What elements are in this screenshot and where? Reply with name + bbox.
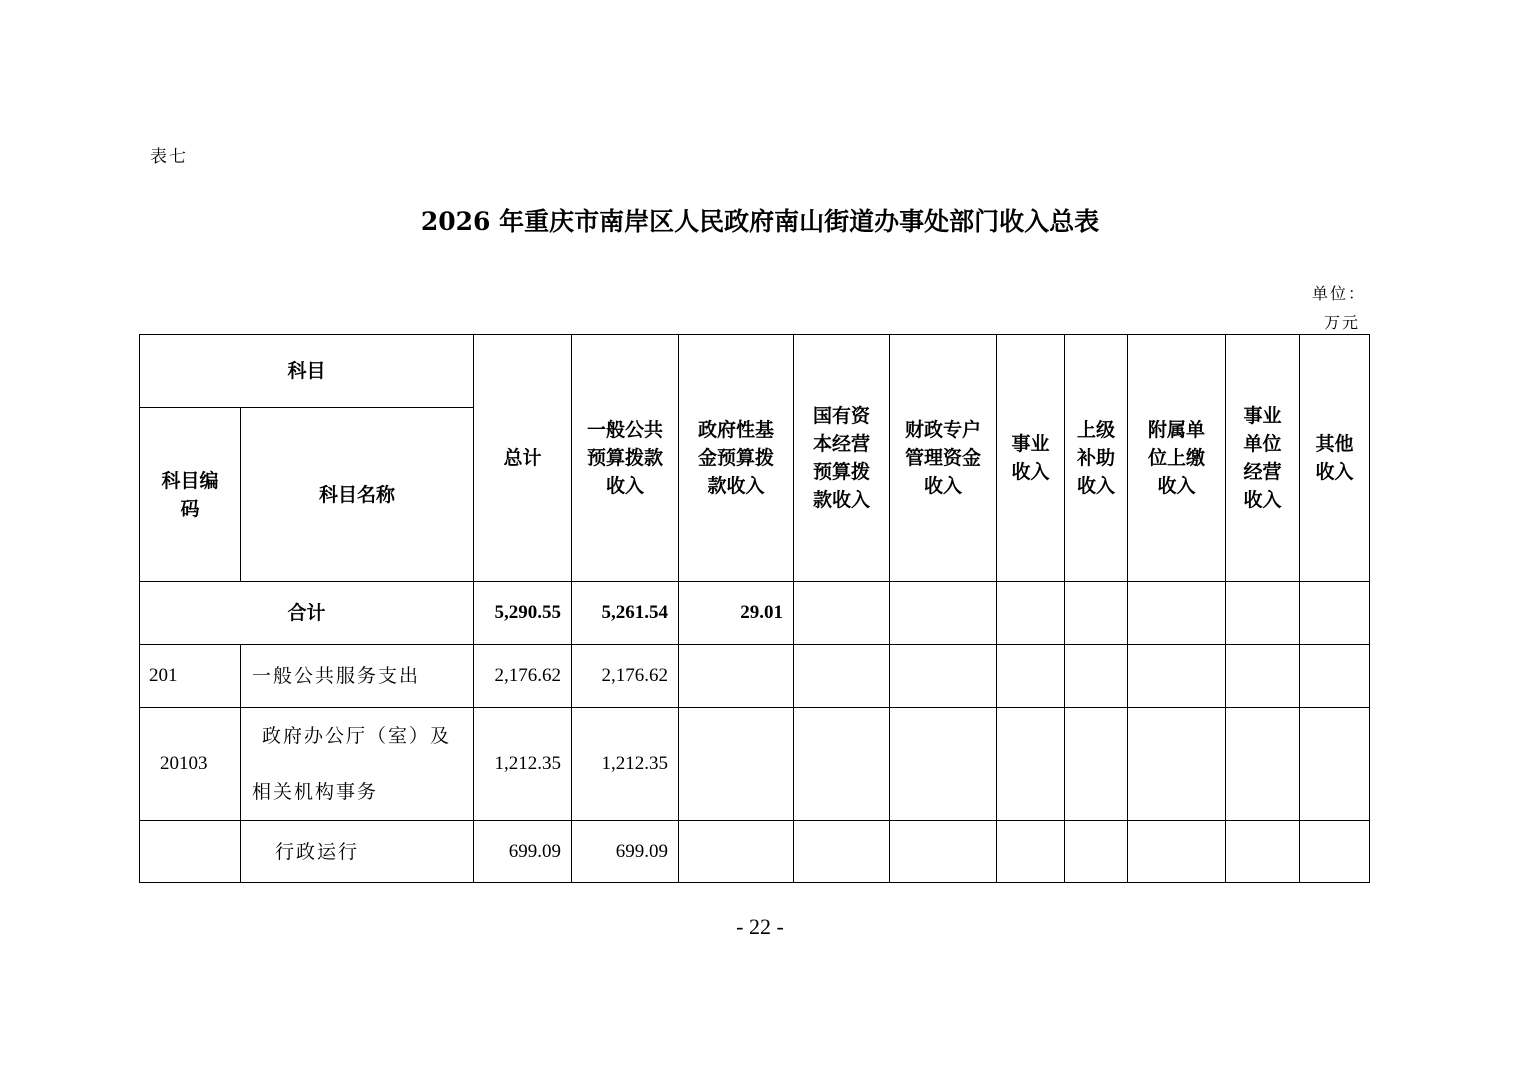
table-row: [140, 708, 1370, 821]
col-header-superior-subsidy: 上级 补助 收入: [1065, 335, 1128, 582]
row-code: 201: [140, 645, 241, 708]
row-name-line1: 政府办公厅（室）及: [262, 725, 452, 747]
col-header-state-capital: 国有资 本经营 预算拨 款收入: [794, 335, 890, 582]
empty-cell: [890, 821, 997, 883]
empty-cell: [1128, 708, 1226, 821]
row-name-line2: 相关机构事务: [252, 781, 379, 803]
empty-cell: [997, 645, 1065, 708]
total-row: [140, 582, 1370, 645]
total-cell-gov-fund: 29.01: [679, 582, 794, 645]
row-general-budget: 2,176.62: [572, 645, 679, 708]
empty-cell: [1300, 645, 1370, 708]
empty-cell: [794, 708, 890, 821]
page-number: - 22 -: [736, 914, 784, 939]
empty-cell: [1065, 582, 1128, 645]
col-header-operating-income: 事业 单位 经营 收入: [1226, 335, 1300, 582]
row-name: 行政运行: [241, 821, 474, 883]
total-cell-total: 5,290.55: [474, 582, 572, 645]
empty-cell: [1226, 821, 1300, 883]
empty-cell: [1128, 582, 1226, 645]
row-total: 2,176.62: [474, 645, 572, 708]
empty-cell: [890, 645, 997, 708]
row-name: [241, 708, 474, 821]
empty-cell: [794, 645, 890, 708]
col-header-code: 科目编 码: [140, 408, 241, 582]
row-code: 20103: [140, 708, 241, 821]
col-header-business-income: 事业 收入: [997, 335, 1065, 582]
table-header-row: [140, 335, 1370, 408]
empty-cell: [679, 821, 794, 883]
empty-cell: [1128, 821, 1226, 883]
empty-cell: [997, 582, 1065, 645]
empty-cell: [1226, 708, 1300, 821]
empty-cell: [1300, 821, 1370, 883]
table-row: [140, 645, 1370, 708]
table-label: 表七: [150, 147, 188, 167]
empty-cell: [1065, 645, 1128, 708]
row-total: 1,212.35: [474, 708, 572, 821]
col-header-other-income: 其他 收入: [1300, 335, 1370, 582]
col-header-general-budget: 一般公共 预算拨款 收入: [572, 335, 679, 582]
empty-cell: [997, 708, 1065, 821]
empty-cell: [1128, 645, 1226, 708]
unit-value: 万元: [1324, 313, 1361, 332]
unit-label: 单位：: [1312, 284, 1367, 303]
total-cell-general-budget: 5,261.54: [572, 582, 679, 645]
empty-cell: [890, 582, 997, 645]
empty-cell: [1226, 645, 1300, 708]
group-header: 科目: [140, 335, 474, 408]
income-table: [139, 334, 1370, 883]
empty-cell: [794, 582, 890, 645]
empty-cell: [1065, 821, 1128, 883]
empty-cell: [890, 708, 997, 821]
empty-cell: [679, 708, 794, 821]
row-total: 699.09: [474, 821, 572, 883]
row-general-budget: 1,212.35: [572, 708, 679, 821]
col-header-gov-fund: 政府性基 金预算拨 款收入: [679, 335, 794, 582]
empty-cell: [1300, 708, 1370, 821]
row-code: [140, 821, 241, 883]
col-header-total: 总计: [474, 335, 572, 582]
col-header-special-account: 财政专户 管理资金 收入: [890, 335, 997, 582]
empty-cell: [1065, 708, 1128, 821]
row-name: 一般公共服务支出: [241, 645, 474, 708]
empty-cell: [1300, 582, 1370, 645]
table-row: [140, 821, 1370, 883]
total-label: 合计: [140, 582, 474, 645]
empty-cell: [679, 645, 794, 708]
col-header-affiliated-remit: 附属单 位上缴 收入: [1128, 335, 1226, 582]
empty-cell: [997, 821, 1065, 883]
page-title: 2026 年重庆市南岸区人民政府南山街道办事处部门收入总表: [420, 207, 1100, 236]
empty-cell: [1226, 582, 1300, 645]
row-general-budget: 699.09: [572, 821, 679, 883]
empty-cell: [794, 821, 890, 883]
col-header-name: 科目名称: [241, 408, 474, 582]
